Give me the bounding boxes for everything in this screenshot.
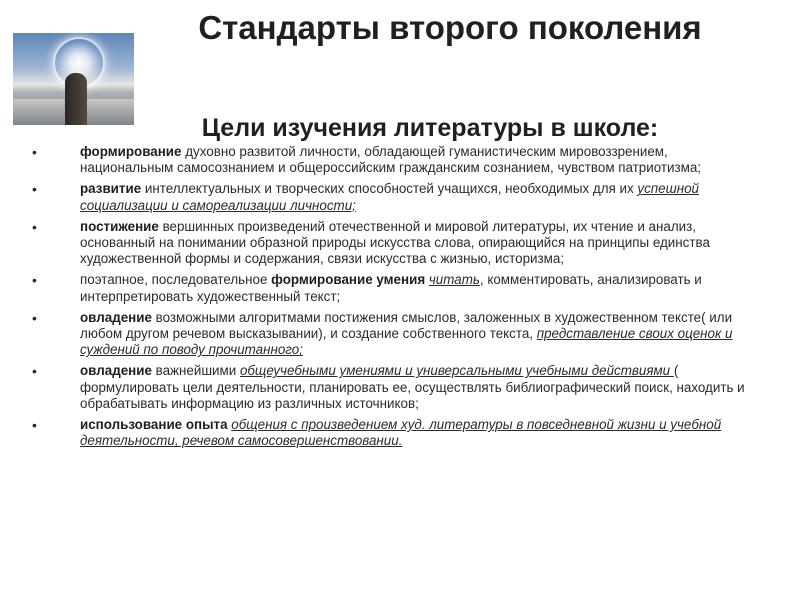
item-keyword: развитие [80, 181, 142, 197]
list-item [32, 363, 757, 412]
list-item [32, 181, 757, 213]
list-item [32, 272, 757, 304]
item-keyword: постижение [80, 218, 159, 234]
item-keyword: формирование [80, 144, 182, 159]
goals-list [32, 144, 757, 454]
hand-holding-light-photo [13, 33, 134, 125]
item-text: вершинных произведений отечественной и мировой литературы, их чтение и анализ, основанный на понимании образной природы искусства слова, опирающийся на принципы единства художественной формы и содержания, связи искусства с жизнью, историзма; [80, 218, 710, 267]
item-text: духовно развитой личности, обладающей гуманистическим мировоззрением, национальным самосознанием и общероссийским гражданским сознанием, чувством патриотизма; [80, 144, 702, 176]
item-text: ( формулировать цели деятельности, планировать ее, осуществлять библиографический поиск, находить и обрабатывать информацию из различных источников; [80, 363, 745, 411]
item-text: интеллектуальных и творческих способностей учащихся, необходимых для их [141, 181, 638, 197]
slide-title: Стандарты второго поколения [198, 9, 702, 46]
item-keyword: овладение [80, 363, 152, 379]
item-text: , комментировать, анализировать и интерпретировать художественный текст; [80, 272, 702, 304]
item-underlined-phrase: общения с произведением худ. литературы в повседневной жизни и учебной деятельности, речевом самосовершенствовании. [80, 417, 722, 449]
item-underlined-phrase: успешной социализации и самореализации личности; [80, 181, 699, 213]
hand-silhouette [65, 73, 87, 125]
item-underlined-phrase: общеучебными умениями и универсальными учебными действиями [239, 363, 674, 379]
item-prefix: поэтапное, последовательное [80, 272, 272, 288]
item-connector: важнейшими [151, 363, 240, 379]
item-keyword: использование опыта [80, 417, 228, 433]
slide-subtitle: Цели изучения литературы в школе: [201, 114, 659, 142]
list-item [32, 310, 757, 359]
item-underlined-phrase: читать [428, 272, 480, 288]
list-item [32, 417, 757, 449]
list-item [32, 144, 757, 176]
item-underlined-phrase: представление своих оценок и суждений по поводу прочитанного; [80, 326, 733, 358]
item-keyword: овладение [80, 309, 152, 325]
item-text: возможными алгоритмами постижения смыслов, заложенных в художественном тексте( или любом другом речевом высказывании), и создание собственного текста, [80, 309, 733, 342]
list-item [32, 219, 757, 268]
item-keyword: формирование умения [271, 272, 426, 288]
